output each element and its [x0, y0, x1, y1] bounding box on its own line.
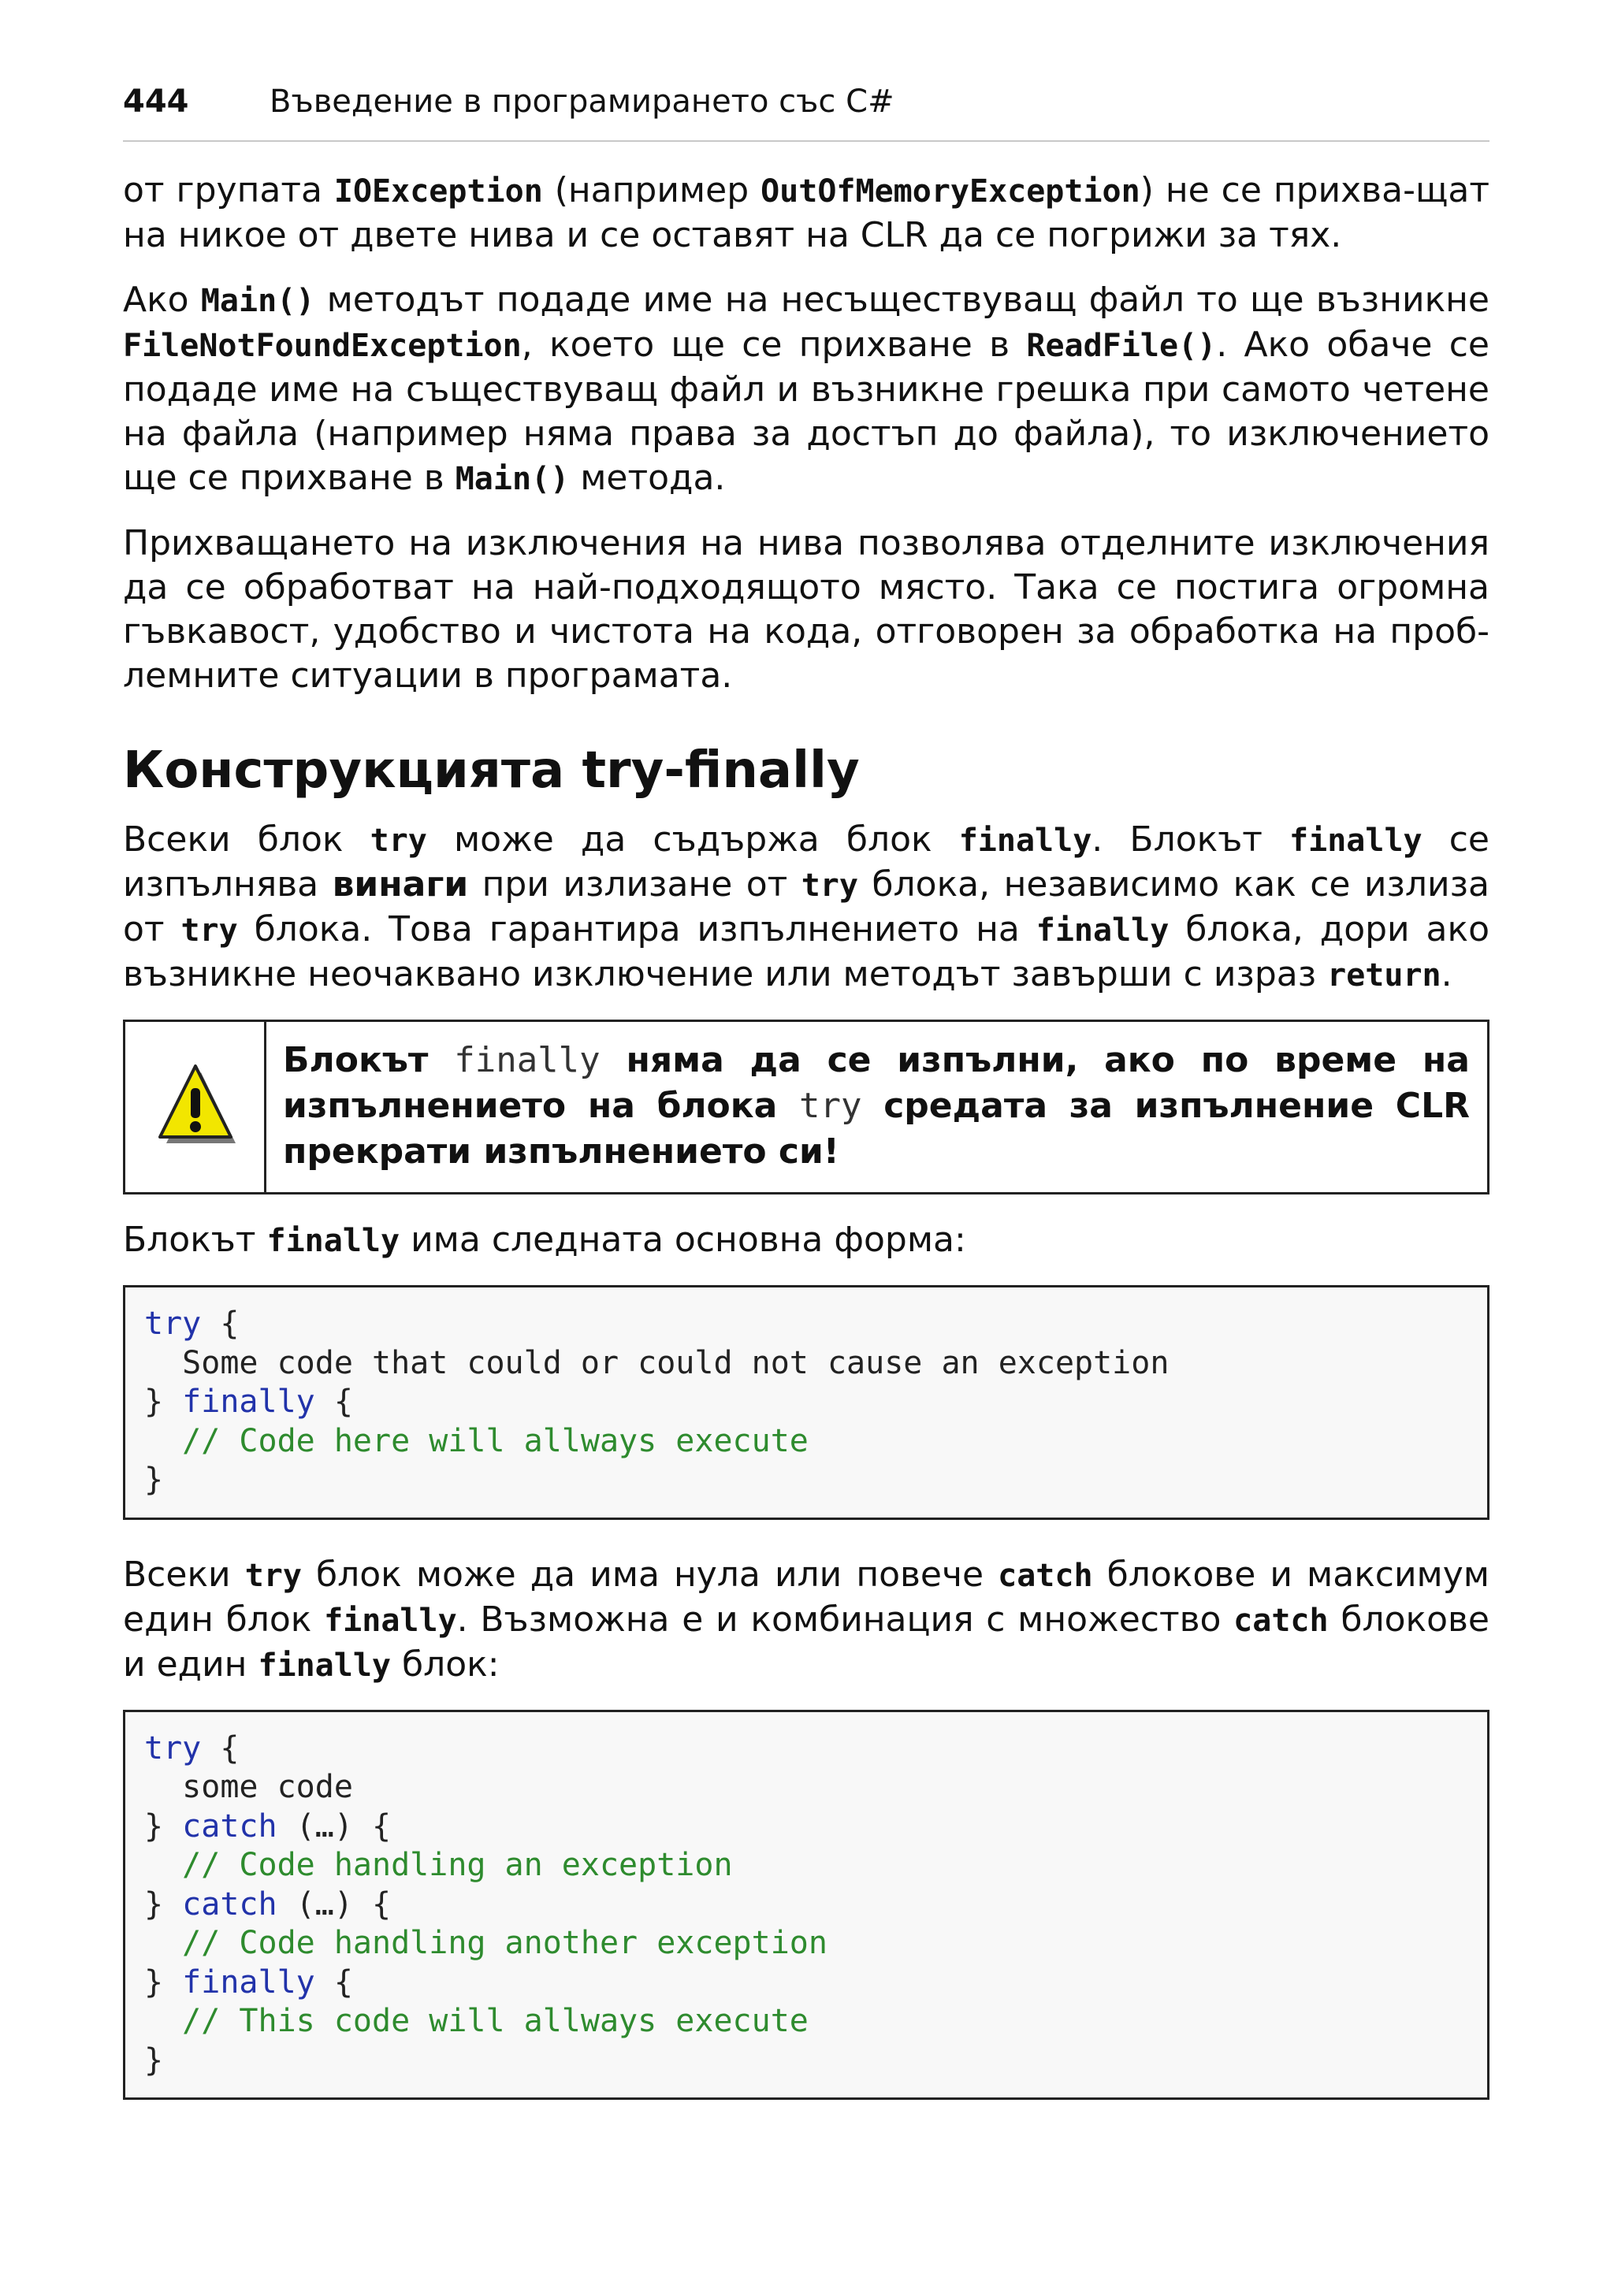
- code-block-basic: try { Some code that could or could not cause an exception } finally { // Code here will allways execute }: [123, 1285, 1489, 1520]
- inline-code: finally: [1036, 912, 1170, 949]
- inline-code: OutOfMemoryException: [761, 173, 1140, 210]
- code-keyword: finally: [182, 1963, 315, 2001]
- page-body: [123, 169, 1489, 2133]
- code-comment: // This code will allways execute: [144, 2003, 809, 2039]
- inline-code: Main(): [455, 461, 570, 497]
- inline-code: finally: [258, 1647, 392, 1684]
- code-keyword: catch: [182, 1885, 277, 1923]
- section-heading: Конструкцията try-finally: [123, 741, 860, 800]
- warning-icon-cell: [125, 1022, 266, 1192]
- code-line: Some code that could or could not cause an exception: [144, 1344, 1170, 1381]
- warning-text: Блокът finally няма да се изпълни, ако по време на изпълнението на блока try средата за изпълнение CLR прекрати изпълнението си!: [283, 1040, 1470, 1172]
- warning-box: [123, 1020, 1489, 1194]
- code-line: some code: [144, 1769, 353, 1805]
- code-keyword: try: [144, 1729, 202, 1767]
- inline-code: IOException: [333, 173, 543, 210]
- code-keyword: try: [144, 1306, 202, 1342]
- page-header: [123, 79, 1489, 142]
- inline-code: try: [370, 823, 427, 859]
- inline-code: finally: [324, 1602, 457, 1639]
- page-number: 444: [123, 84, 189, 120]
- paragraph-levels: Прихващането на изключения на нива позволява отделните изключения да се обработват на най-подходящото място. Така се постига огромна гъвкавост, удобство и чистота на кода, отговорен за обработка на проб-лемните ситуации в програмата.: [123, 523, 1489, 696]
- inline-code: try: [244, 1557, 302, 1594]
- book-title: Въведение в програмирането със C#: [270, 84, 894, 120]
- inline-code: catch: [998, 1557, 1093, 1594]
- inline-code: ReadFile(): [1026, 328, 1217, 364]
- bold-text: винаги: [332, 864, 469, 905]
- paragraph-multiple-catch: Всеки try блок може да има нула или повече catch блокове и максимум един блок finally. Възможна е и комбинация с множество catch блокове и един finally блок:: [123, 1554, 1489, 1685]
- code-block-catch-finally: try { some code } catch (…) { // Code handling an exception } catch (…) { // Code handling another exception } finally { // This code will allways execute }: [123, 1710, 1489, 2101]
- inline-code: finally: [266, 1223, 400, 1259]
- warning-code: finally: [454, 1040, 601, 1080]
- code-comment: // Code here will allways execute: [144, 1422, 809, 1459]
- warning-code: try: [799, 1086, 862, 1126]
- paragraph-basic-form: Блокът finally има следната основна форма:: [123, 1220, 966, 1260]
- inline-code: Main(): [200, 283, 315, 319]
- inline-code: return: [1327, 957, 1441, 994]
- code-comment: // Code handling an exception: [144, 1847, 733, 1883]
- code-keyword: finally: [182, 1384, 315, 1420]
- code-keyword: catch: [182, 1807, 277, 1845]
- inline-code: try: [801, 868, 858, 904]
- inline-code: try: [180, 912, 238, 949]
- warning-triangle-icon: [152, 1061, 239, 1150]
- inline-code: finally: [1289, 823, 1422, 859]
- inline-code: catch: [1233, 1602, 1329, 1639]
- paragraph-ioexception: от групата IOException (например OutOfMemoryException) не се прихва-щат на никое от двете нива и се оставят на CLR да се погрижи за тях.: [123, 170, 1489, 255]
- inline-code: FileNotFoundException: [123, 328, 522, 364]
- paragraph-try-finally: Всеки блок try може да съдържа блок finally. Блокът finally се изпълнява винаги при излизане от try блока, независимо как се излиза от try блока. Това гарантира изпълнението на finally блока, дори ако възникне неочаквано изключение или методът завърши с израз return.: [123, 819, 1490, 994]
- code-comment: // Code handling another exception: [144, 1925, 827, 1961]
- inline-code: finally: [958, 823, 1092, 859]
- paragraph-main-method: Ако Main() методът подаде име на несъществуващ файл то ще възникне FileNotFoundException, което ще се прихване в ReadFile(). Ако обаче се подаде име на съществуващ файл и възникне грешка при самото четене на файла (например няма права за достъп до файла), то изключението ще се прихване в Main() метода.: [123, 280, 1490, 498]
